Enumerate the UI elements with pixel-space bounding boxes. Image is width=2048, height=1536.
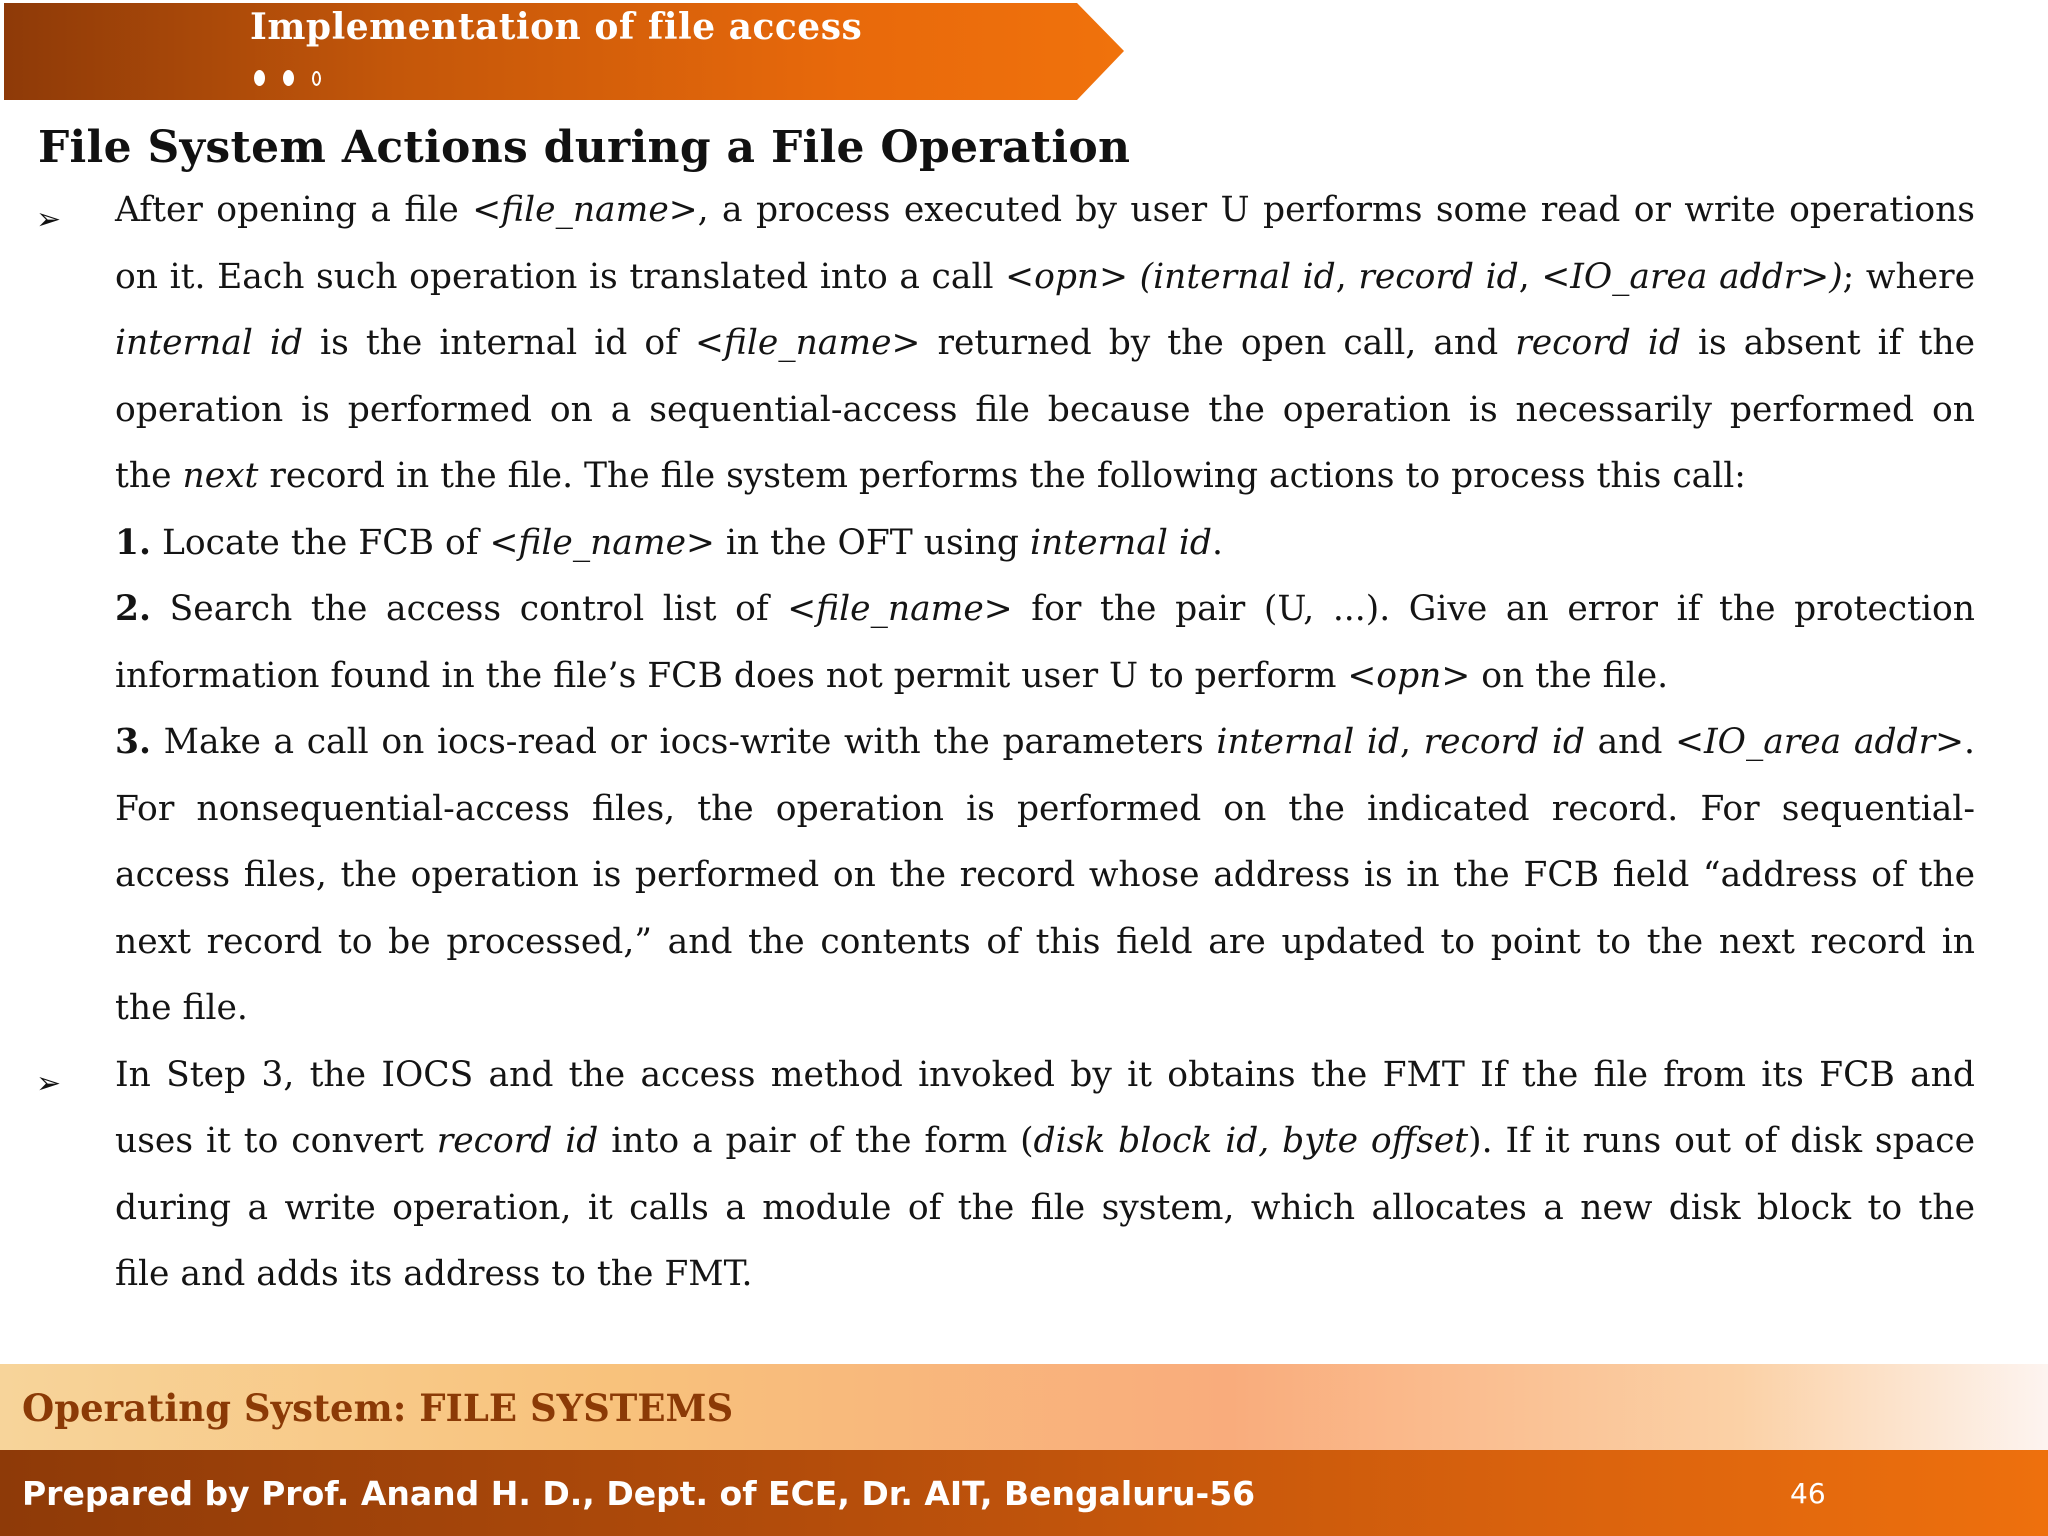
body-line: on it. Each such operation is translated into a call <opn> (internal id, record id, <IO_area addr>); where	[115, 256, 1976, 297]
dot-filled-icon	[283, 70, 294, 86]
body-line: file and adds its address to the FMT.	[115, 1254, 753, 1294]
progress-dots	[254, 66, 339, 90]
body-line: In Step 3, the IOCS and the access method invoked by it obtains the FMT If the file from its FCB and	[115, 1054, 1975, 1095]
course-title: Operating System: FILE SYSTEMS	[22, 1386, 734, 1430]
body-line: uses it to convert record id into a pair of the form (disk block id, byte offset). If it runs out of disk space	[115, 1121, 1976, 1161]
step-3-line: 3. Make a call on iocs-read or iocs-write with the parameters internal id, record id and <IO_area addr>.	[115, 722, 1975, 762]
body-line: internal id is the internal id of <file_name> returned by the open call, and record id is absent if the	[115, 323, 1976, 363]
body-line: access files, the operation is performed on the record whose address is in the FCB field “address of the	[115, 855, 1975, 895]
body-line: For nonsequential-access files, the operation is performed on the indicated record. For sequential-	[115, 788, 1975, 829]
arrow-bullet-icon: ➢	[36, 1066, 62, 1101]
body-line: next record to be processed,” and the contents of this field are updated to point to the next record in	[115, 921, 1975, 962]
slide-title: File System Actions during a File Operation	[38, 122, 1131, 173]
body-line: during a write operation, it calls a module of the file system, which allocates a new disk block to the	[115, 1187, 1975, 1228]
dot-empty-icon	[312, 71, 321, 86]
section-title: Implementation of file access	[250, 6, 863, 48]
step-2-line: 2. Search the access control list of <file_name> for the pair (U, ...). Give an error if the protection	[115, 589, 1975, 629]
body-line: the file.	[115, 988, 248, 1028]
body-line: the next record in the file. The file system performs the following actions to process this call:	[115, 456, 1746, 496]
author-credit: Prepared by Prof. Anand H. D., Dept. of ECE, Dr. AIT, Bengaluru-56	[22, 1474, 1256, 1513]
step-1-line: 1. Locate the FCB of <file_name> in the OFT using internal id.	[115, 522, 1223, 563]
dot-filled-icon	[254, 70, 265, 86]
arrow-bullet-icon: ➢	[36, 202, 62, 237]
body-line: operation is performed on a sequential-access file because the operation is necessarily performed on	[115, 389, 1975, 430]
page-number: 46	[1790, 1477, 1826, 1510]
body-line: After opening a file <file_name>, a process executed by user U performs some read or write operations	[115, 190, 1976, 230]
body-line: information found in the file’s FCB does not permit user U to perform <opn> on the file.	[115, 655, 1669, 696]
